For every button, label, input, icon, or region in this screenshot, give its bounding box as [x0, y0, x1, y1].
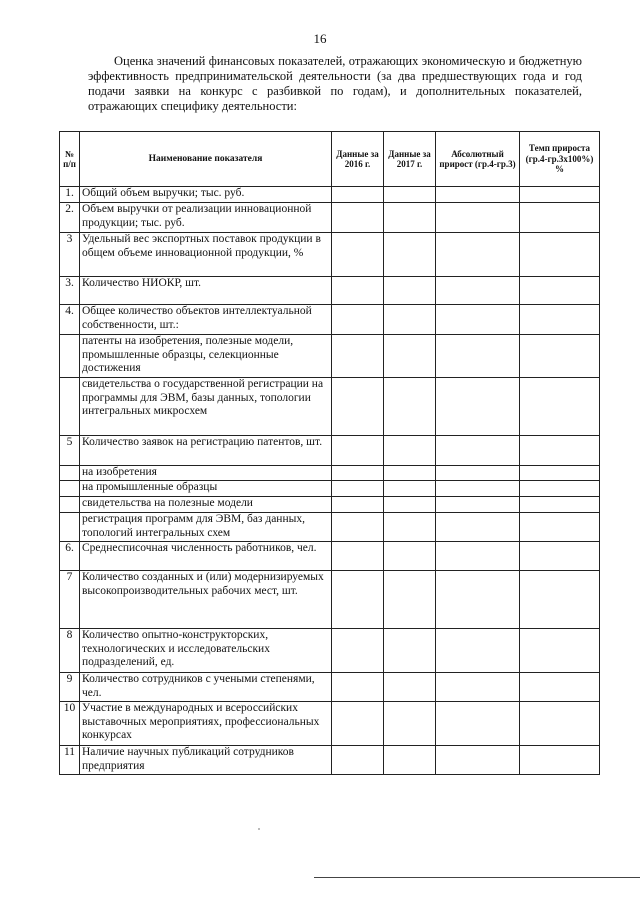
- cell-absolute-growth[interactable]: [436, 702, 520, 746]
- cell-2016[interactable]: [332, 233, 384, 277]
- cell-2016[interactable]: [332, 466, 384, 481]
- row-num: [60, 481, 80, 497]
- indicators-table: [59, 131, 600, 775]
- row-name: Количество опытно-конструкторских, технологических и исследовательских подразделений, ед.: [80, 629, 332, 673]
- cell-2017[interactable]: [384, 203, 436, 233]
- table-row: [60, 513, 600, 542]
- table-row: [60, 305, 600, 335]
- row-num: [60, 497, 80, 513]
- cell-growth-rate[interactable]: [520, 497, 600, 513]
- table-row: [60, 187, 600, 203]
- page-number: 16: [313, 31, 327, 46]
- cell-absolute-growth[interactable]: [436, 335, 520, 378]
- cell-absolute-growth[interactable]: [436, 277, 520, 305]
- row-num: [60, 335, 80, 378]
- row-name: Среднесписочная численность работников, чел.: [80, 542, 332, 571]
- cell-absolute-growth[interactable]: [436, 187, 520, 203]
- table-row: [60, 277, 600, 305]
- cell-2016[interactable]: [332, 513, 384, 542]
- table-row: [60, 481, 600, 497]
- cell-growth-rate[interactable]: [520, 233, 600, 277]
- row-name: свидетельства на полезные модели: [80, 497, 332, 513]
- cell-2016[interactable]: [332, 277, 384, 305]
- row-num: [60, 513, 80, 542]
- row-num: [60, 466, 80, 481]
- cell-2016[interactable]: [332, 481, 384, 497]
- row-name: Количество НИОКР, шт.: [80, 277, 332, 305]
- table-row: [60, 571, 600, 629]
- table-row: [60, 629, 600, 673]
- row-num: 4.: [60, 305, 80, 335]
- row-num: 3.: [60, 277, 80, 305]
- cell-growth-rate[interactable]: [520, 466, 600, 481]
- cell-absolute-growth[interactable]: [436, 203, 520, 233]
- cell-growth-rate[interactable]: [520, 702, 600, 746]
- cell-2017[interactable]: [384, 571, 436, 629]
- intro-text: Оценка значений финансовых показателей, отражающих экономическую и бюджетную эффективность предпринимательской деятельности (за два предшествующих года и год подачи заявки на конкурс с разбивкой по годам), и дополнительных показателей, отражающих специфику деятельности:: [88, 54, 582, 113]
- cell-growth-rate[interactable]: [520, 513, 600, 542]
- row-name: патенты на изобретения, полезные модели, промышленные образцы, селекционные достижения: [80, 335, 332, 378]
- header-growth-rate: Темп прироста (гр.4-гр.3х100%) %: [520, 132, 600, 187]
- row-name: регистрация программ для ЭВМ, баз данных, топологий интегральных схем: [80, 513, 332, 542]
- table-row: [60, 673, 600, 702]
- cell-growth-rate[interactable]: [520, 673, 600, 702]
- cell-absolute-growth[interactable]: [436, 378, 520, 436]
- cell-2017[interactable]: [384, 513, 436, 542]
- cell-2016[interactable]: [332, 497, 384, 513]
- cell-2017[interactable]: [384, 187, 436, 203]
- cell-growth-rate[interactable]: [520, 629, 600, 673]
- row-name: свидетельства о государственной регистрации на программы для ЭВМ, базы данных, топологии интегральных микросхем: [80, 378, 332, 436]
- cell-2016[interactable]: [332, 571, 384, 629]
- cell-2017[interactable]: [384, 746, 436, 775]
- header-data-2017: Данные за 2017 г.: [384, 132, 436, 187]
- cell-2016[interactable]: [332, 629, 384, 673]
- row-name: Общий объем выручки; тыс. руб.: [80, 187, 332, 203]
- cell-growth-rate[interactable]: [520, 746, 600, 775]
- row-name: Количество сотрудников с учеными степенями, чел.: [80, 673, 332, 702]
- cell-growth-rate[interactable]: [520, 203, 600, 233]
- row-num: 6.: [60, 542, 80, 571]
- table-header-row: [60, 132, 600, 187]
- cell-absolute-growth[interactable]: [436, 497, 520, 513]
- row-name: Количество заявок на регистрацию патентов, шт.: [80, 436, 332, 466]
- cell-growth-rate[interactable]: [520, 378, 600, 436]
- cell-growth-rate[interactable]: [520, 481, 600, 497]
- cell-2017[interactable]: [384, 481, 436, 497]
- cell-growth-rate[interactable]: [520, 335, 600, 378]
- cell-2017[interactable]: [384, 629, 436, 673]
- cell-absolute-growth[interactable]: [436, 436, 520, 466]
- cell-2017[interactable]: [384, 466, 436, 481]
- row-name: на изобретения: [80, 466, 332, 481]
- cell-absolute-growth[interactable]: [436, 305, 520, 335]
- cell-2017[interactable]: [384, 702, 436, 746]
- intro-paragraph: [88, 54, 582, 114]
- cell-absolute-growth[interactable]: [436, 481, 520, 497]
- cell-absolute-growth[interactable]: [436, 629, 520, 673]
- table-row: [60, 466, 600, 481]
- row-num: 7: [60, 571, 80, 629]
- row-name: Объем выручки от реализации инновационной продукции; тыс. руб.: [80, 203, 332, 233]
- row-num: 10: [60, 702, 80, 746]
- cell-absolute-growth[interactable]: [436, 571, 520, 629]
- cell-absolute-growth[interactable]: [436, 746, 520, 775]
- row-num: 1.: [60, 187, 80, 203]
- cell-2017[interactable]: [384, 233, 436, 277]
- table-row: [60, 335, 600, 378]
- cell-growth-rate[interactable]: [520, 571, 600, 629]
- row-num: 8: [60, 629, 80, 673]
- cell-growth-rate[interactable]: [520, 436, 600, 466]
- row-num: 3: [60, 233, 80, 277]
- row-num: [60, 378, 80, 436]
- cell-absolute-growth[interactable]: [436, 542, 520, 571]
- cell-2016[interactable]: [332, 187, 384, 203]
- table-row: [60, 702, 600, 746]
- cell-2017[interactable]: [384, 277, 436, 305]
- cell-growth-rate[interactable]: [520, 305, 600, 335]
- cell-2016[interactable]: [332, 746, 384, 775]
- header-name: Наименование показателя: [80, 132, 332, 187]
- table-row: [60, 497, 600, 513]
- scan-speck: [258, 828, 260, 830]
- header-num: № п/п: [60, 132, 80, 187]
- cell-2016[interactable]: [332, 305, 384, 335]
- row-num: 2.: [60, 203, 80, 233]
- cell-2016[interactable]: [332, 542, 384, 571]
- cell-2016[interactable]: [332, 702, 384, 746]
- cell-2017[interactable]: [384, 335, 436, 378]
- cell-2017[interactable]: [384, 542, 436, 571]
- cell-2016[interactable]: [332, 436, 384, 466]
- cell-absolute-growth[interactable]: [436, 466, 520, 481]
- footer-rule: [314, 877, 640, 878]
- cell-2017[interactable]: [384, 673, 436, 702]
- row-num: 9: [60, 673, 80, 702]
- cell-absolute-growth[interactable]: [436, 513, 520, 542]
- header-data-2016: Данные за 2016 г.: [332, 132, 384, 187]
- row-name: Наличие научных публикаций сотрудников предприятия: [80, 746, 332, 775]
- table-row: [60, 233, 600, 277]
- cell-2016[interactable]: [332, 673, 384, 702]
- cell-2016[interactable]: [332, 335, 384, 378]
- row-name: Участие в международных и всероссийских выставочных мероприятиях, профессиональных конкурсах: [80, 702, 332, 746]
- table-row: [60, 378, 600, 436]
- table-row: [60, 203, 600, 233]
- cell-growth-rate[interactable]: [520, 187, 600, 203]
- cell-2017[interactable]: [384, 436, 436, 466]
- row-name: Количество созданных и (или) модернизируемых высокопроизводительных рабочих мест, шт.: [80, 571, 332, 629]
- cell-growth-rate[interactable]: [520, 277, 600, 305]
- cell-absolute-growth[interactable]: [436, 233, 520, 277]
- cell-2016[interactable]: [332, 378, 384, 436]
- cell-2016[interactable]: [332, 203, 384, 233]
- cell-2017[interactable]: [384, 497, 436, 513]
- table-row: [60, 746, 600, 775]
- cell-growth-rate[interactable]: [520, 542, 600, 571]
- row-name: на промышленные образцы: [80, 481, 332, 497]
- row-name: Общее количество объектов интеллектуальной собственности, шт.:: [80, 305, 332, 335]
- header-absolute-growth: Абсолютный прирост (гр.4-гр.3): [436, 132, 520, 187]
- row-name: Удельный вес экспортных поставок продукции в общем объеме инновационной продукции, %: [80, 233, 332, 277]
- row-num: 5: [60, 436, 80, 466]
- cell-2017[interactable]: [384, 305, 436, 335]
- cell-absolute-growth[interactable]: [436, 673, 520, 702]
- table-row: [60, 436, 600, 466]
- table-row: [60, 542, 600, 571]
- row-num: 11: [60, 746, 80, 775]
- cell-2017[interactable]: [384, 378, 436, 436]
